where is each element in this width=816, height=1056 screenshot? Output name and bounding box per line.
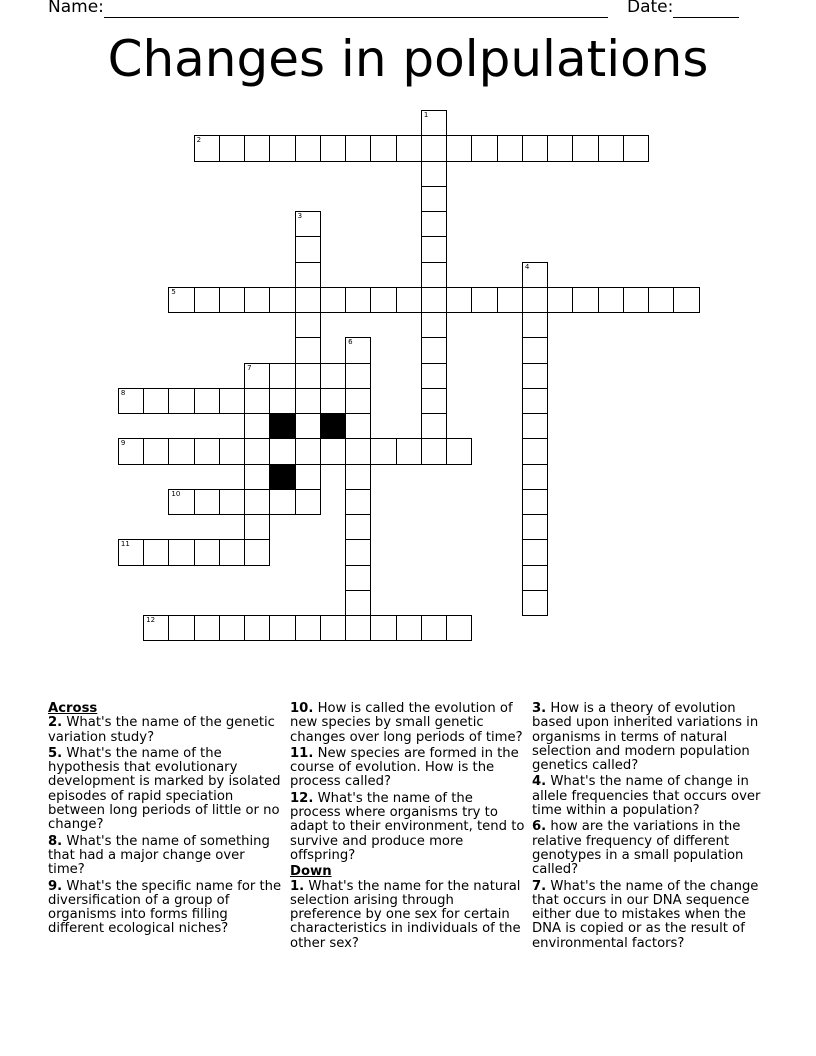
grid-cell[interactable]: [219, 438, 245, 464]
grid-cell[interactable]: [168, 615, 194, 641]
grid-cell[interactable]: [497, 287, 523, 313]
grid-cell[interactable]: [244, 413, 270, 439]
grid-cell[interactable]: [446, 615, 472, 641]
grid-cell[interactable]: [421, 388, 447, 414]
clue-text: What's the name of the process where organisms try to adapt to their environment, tend to survive and produce more offspring?: [290, 790, 525, 863]
grid-cell[interactable]: [547, 135, 573, 161]
grid-block: [320, 413, 346, 439]
grid-cell[interactable]: [446, 287, 472, 313]
grid-block: [269, 464, 295, 490]
grid-cell[interactable]: [244, 363, 270, 389]
clue-number: 5.: [48, 745, 63, 761]
down-clue-1: [290, 880, 526, 951]
clue-number-label: 4: [524, 262, 530, 271]
grid-cell[interactable]: [522, 464, 548, 490]
down-clue-4: [532, 775, 768, 818]
clue-text: What's the name of the change that occurs in our DNA sequence either due to mistakes when the DNA is copied or as the result of environmental factors?: [532, 878, 759, 951]
grid-cell[interactable]: [295, 211, 321, 237]
grid-cell[interactable]: [194, 489, 220, 515]
clue-number-label: 12: [146, 616, 156, 625]
grid-cell[interactable]: [522, 565, 548, 591]
grid-cell[interactable]: [168, 539, 194, 565]
grid-cell[interactable]: [345, 135, 371, 161]
grid-cell[interactable]: [219, 287, 245, 313]
grid-cell[interactable]: [295, 312, 321, 338]
grid-cell[interactable]: [295, 413, 321, 439]
clue-number-label: 11: [120, 540, 130, 549]
clue-number-label: 7: [247, 363, 252, 372]
grid-cell[interactable]: [421, 363, 447, 389]
down-clue-3: [532, 702, 768, 773]
clue-number-label: 1: [423, 111, 429, 120]
grid-cell[interactable]: [345, 489, 371, 515]
grid-cell[interactable]: [522, 388, 548, 414]
grid-cell[interactable]: [219, 489, 245, 515]
clue-number: 4.: [532, 774, 547, 790]
grid-cell[interactable]: [471, 287, 497, 313]
grid-cell[interactable]: [320, 438, 346, 464]
grid-cell[interactable]: [421, 287, 447, 313]
grid-cell[interactable]: [244, 615, 270, 641]
grid-cell[interactable]: [269, 287, 295, 313]
grid-cell[interactable]: [421, 186, 447, 212]
clue-column-1: [48, 702, 284, 939]
grid-cell[interactable]: [522, 312, 548, 338]
grid-cell[interactable]: [194, 438, 220, 464]
grid-cell[interactable]: [194, 539, 220, 565]
grid-cell[interactable]: [421, 211, 447, 237]
grid-cell[interactable]: [370, 615, 396, 641]
grid-cell[interactable]: [295, 363, 321, 389]
grid-cell[interactable]: [572, 135, 598, 161]
grid-cell[interactable]: [370, 438, 396, 464]
clue-number-label: 2: [196, 136, 202, 145]
grid-cell[interactable]: [345, 337, 371, 363]
grid-cell[interactable]: [244, 539, 270, 565]
grid-cell[interactable]: [522, 489, 548, 515]
grid-cell[interactable]: [522, 539, 548, 565]
grid-cell[interactable]: [345, 363, 371, 389]
grid-cell[interactable]: [320, 388, 346, 414]
grid-cell[interactable]: [522, 337, 548, 363]
grid-cell[interactable]: [143, 615, 169, 641]
grid-cell[interactable]: [244, 287, 270, 313]
grid-cell[interactable]: [194, 135, 220, 161]
grid-cell[interactable]: [320, 363, 346, 389]
grid-cell[interactable]: [673, 287, 699, 313]
grid-cell[interactable]: [345, 539, 371, 565]
grid-cell[interactable]: [421, 615, 447, 641]
grid-cell[interactable]: [345, 388, 371, 414]
clue-text: What's the name of the hypothesis that evolutionary development is marked by isolated episodes of rapid speciation between long periods of little or no change?: [48, 745, 281, 833]
grid-cell[interactable]: [421, 262, 447, 288]
grid-cell[interactable]: [320, 135, 346, 161]
grid-cell[interactable]: [345, 590, 371, 616]
grid-cell[interactable]: [244, 438, 270, 464]
across-heading: Across: [48, 701, 98, 716]
grid-cell[interactable]: [598, 287, 624, 313]
grid-cell[interactable]: [345, 514, 371, 540]
grid-cell[interactable]: [295, 337, 321, 363]
grid-cell[interactable]: [269, 363, 295, 389]
grid-cell[interactable]: [295, 287, 321, 313]
grid-cell[interactable]: [194, 388, 220, 414]
grid-cell[interactable]: [623, 287, 649, 313]
grid-cell[interactable]: [295, 438, 321, 464]
clue-number: 10.: [290, 701, 314, 716]
grid-cell[interactable]: [295, 489, 321, 515]
grid-cell[interactable]: [269, 135, 295, 161]
across-clue-9: [48, 880, 284, 937]
grid-cell[interactable]: [421, 337, 447, 363]
grid-cell[interactable]: [497, 135, 523, 161]
grid-cell[interactable]: [522, 135, 548, 161]
clue-number: 11.: [290, 745, 314, 761]
clue-text: What's the name for the natural selection arising through preference by one sex for certain characteristics in individuals of the other sex?: [290, 878, 521, 951]
grid-cell[interactable]: [446, 438, 472, 464]
clue-text: What's the name of something that had a major change over time?: [48, 833, 270, 878]
grid-cell[interactable]: [244, 489, 270, 515]
clue-text: What's the specific name for the diversification of a group of organisms into forms filling different ecological niches?: [48, 878, 282, 937]
grid-cell[interactable]: [219, 615, 245, 641]
clue-text: How is a theory of evolution based upon inherited variations in organisms in terms of natural selection and modern population genetics called?: [532, 701, 759, 774]
grid-cell[interactable]: [269, 438, 295, 464]
grid-cell[interactable]: [194, 615, 220, 641]
grid-cell[interactable]: [471, 135, 497, 161]
clue-column-2: [290, 702, 526, 953]
grid-cell[interactable]: [370, 287, 396, 313]
clue-text: How is called the evolution of new species by small genetic changes over long periods of time?: [290, 701, 523, 745]
grid-cell[interactable]: [598, 135, 624, 161]
grid-cell[interactable]: [522, 590, 548, 616]
grid-cell[interactable]: [168, 287, 194, 313]
grid-cell[interactable]: [345, 287, 371, 313]
across-clue-8: [48, 835, 284, 878]
grid-cell[interactable]: [168, 388, 194, 414]
grid-cell[interactable]: [522, 363, 548, 389]
grid-cell[interactable]: [295, 615, 321, 641]
grid-cell[interactable]: [345, 565, 371, 591]
grid-cell[interactable]: [421, 312, 447, 338]
grid-cell[interactable]: [522, 514, 548, 540]
page-title: Changes in polpulations: [107, 30, 709, 88]
grid-cell[interactable]: [396, 135, 422, 161]
grid-cell[interactable]: [219, 135, 245, 161]
across-clue-11: [290, 747, 526, 790]
grid-cell[interactable]: [648, 287, 674, 313]
grid-cell[interactable]: [295, 464, 321, 490]
clue-text: how are the variations in the relative frequency of different genotypes in a small population called?: [532, 819, 744, 878]
grid-cell[interactable]: [194, 287, 220, 313]
grid-cell[interactable]: [522, 413, 548, 439]
across-clue-5: [48, 747, 284, 833]
grid-cell[interactable]: [244, 464, 270, 490]
grid-cell[interactable]: [345, 438, 371, 464]
name-label: Name:: [48, 0, 104, 17]
grid-cell[interactable]: [320, 615, 346, 641]
clue-number-label: 8: [120, 388, 126, 397]
grid-cell[interactable]: [295, 135, 321, 161]
clue-number-label: 6: [348, 338, 353, 347]
grid-cell[interactable]: [421, 161, 447, 187]
down-clue-7: [532, 880, 768, 951]
grid-cell[interactable]: [421, 413, 447, 439]
grid-cell[interactable]: [522, 438, 548, 464]
down-heading: Down: [290, 864, 332, 880]
grid-cell[interactable]: [345, 615, 371, 641]
clue-number: 7.: [532, 878, 547, 894]
grid-cell[interactable]: [118, 388, 144, 414]
across-clue-12: [290, 792, 526, 863]
clue-number: 9.: [48, 878, 63, 894]
grid-cell[interactable]: [143, 438, 169, 464]
grid-cell[interactable]: [295, 236, 321, 262]
grid-cell[interactable]: [168, 438, 194, 464]
clue-number-label: 9: [120, 439, 126, 448]
across-clue-2: [48, 716, 284, 745]
down-clue-6: [532, 820, 768, 877]
grid-cell[interactable]: [269, 615, 295, 641]
grid-cell[interactable]: [547, 287, 573, 313]
grid-cell[interactable]: [421, 110, 447, 136]
grid-cell[interactable]: [244, 388, 270, 414]
grid-cell[interactable]: [522, 287, 548, 313]
grid-cell[interactable]: [623, 135, 649, 161]
grid-cell[interactable]: [396, 438, 422, 464]
grid-cell[interactable]: [421, 236, 447, 262]
clue-column-3: [532, 702, 768, 953]
grid-cell[interactable]: [345, 464, 371, 490]
clue-number: 2.: [48, 715, 63, 731]
grid-cell[interactable]: [396, 615, 422, 641]
grid-cell[interactable]: [219, 539, 245, 565]
grid-cell[interactable]: [295, 388, 321, 414]
grid-cell[interactable]: [118, 438, 144, 464]
grid-cell[interactable]: [244, 135, 270, 161]
grid-cell[interactable]: [446, 135, 472, 161]
clue-number-label: 3: [297, 212, 303, 221]
grid-cell[interactable]: [118, 539, 144, 565]
grid-cell[interactable]: [244, 514, 270, 540]
grid-cell[interactable]: [522, 262, 548, 288]
clue-text: What's the name of the genetic variation study?: [48, 715, 275, 745]
clue-number: 3.: [532, 701, 547, 716]
across-clue-10: [290, 702, 526, 745]
clue-text: What's the name of change in allele frequencies that occurs over time within a population?: [532, 774, 761, 819]
grid-cell[interactable]: [421, 438, 447, 464]
grid-cell[interactable]: [295, 262, 321, 288]
grid-cell[interactable]: [269, 388, 295, 414]
grid-cell[interactable]: [219, 388, 245, 414]
grid-cell[interactable]: [370, 135, 396, 161]
date-label: Date:: [627, 0, 674, 17]
grid-cell[interactable]: [320, 287, 346, 313]
clue-number-label: 5: [171, 287, 176, 296]
clue-number: 6.: [532, 819, 547, 835]
clue-number-label: 10: [171, 489, 181, 498]
clue-number: 12.: [290, 790, 314, 806]
grid-cell[interactable]: [345, 413, 371, 439]
grid-cell[interactable]: [572, 287, 598, 313]
grid-cell[interactable]: [168, 489, 194, 515]
clue-text: New species are formed in the course of evolution. How is the process called?: [290, 745, 519, 790]
clue-number: 8.: [48, 833, 63, 849]
grid-block: [269, 413, 295, 439]
clue-number: 1.: [290, 878, 305, 894]
grid-cell[interactable]: [143, 539, 169, 565]
grid-cell[interactable]: [269, 489, 295, 515]
grid-cell[interactable]: [396, 287, 422, 313]
grid-cell[interactable]: [421, 135, 447, 161]
grid-cell[interactable]: [143, 388, 169, 414]
